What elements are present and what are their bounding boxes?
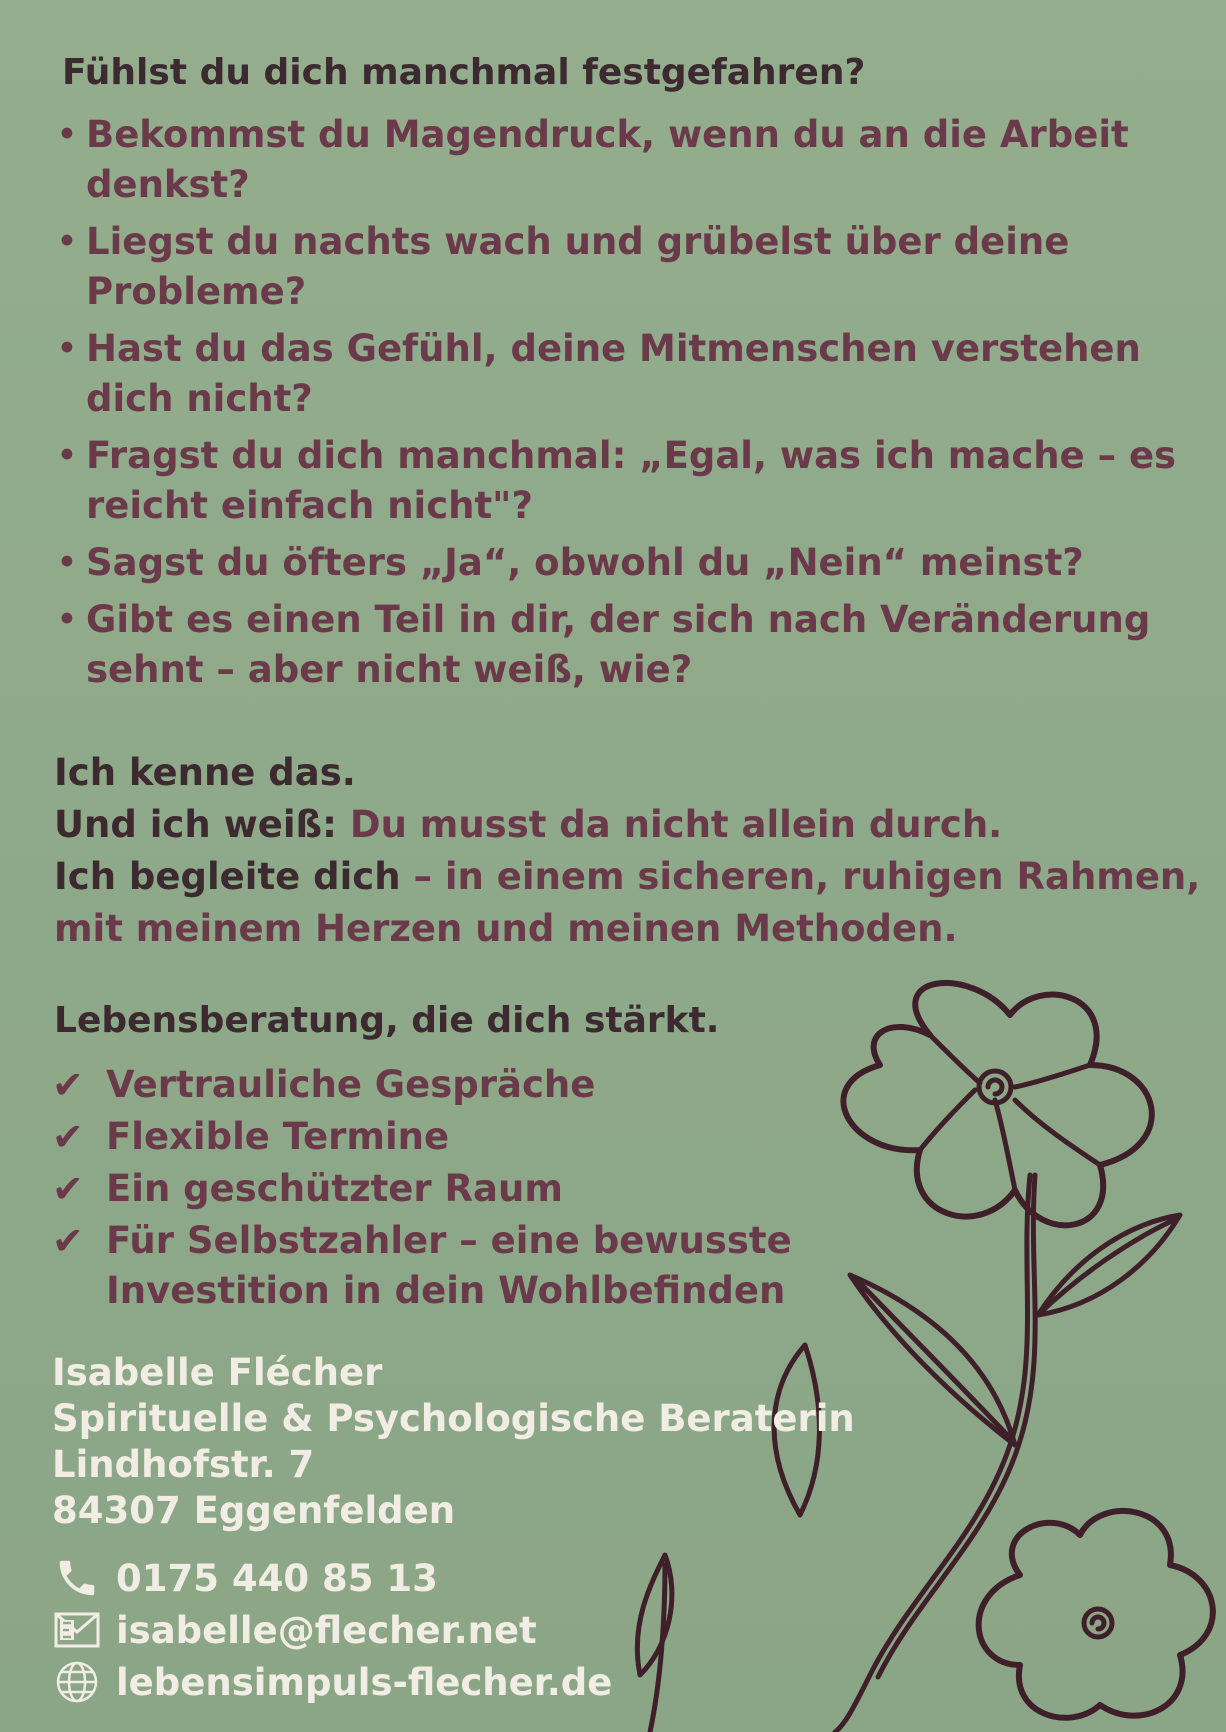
benefit-text: Für Selbstzahler – eine bewusste Investition in dein Wohlbefinden [106, 1219, 792, 1312]
intro-line-1: Ich kenne das. [54, 751, 356, 794]
intro-line-3-rest: – in einem sicheren, ruhigen Rahmen, mit meinem Herzen und meinen Methoden. [54, 855, 1201, 950]
question-text: Hast du das Gefühl, deine Mitmenschen verstehen dich nicht? [86, 327, 1141, 420]
checkmark-icon: ✔ [52, 1115, 84, 1159]
contact-links [52, 1552, 612, 1708]
phone-icon [52, 1555, 102, 1601]
question-text: Bekommst du Magendruck, wenn du an die Arbeit denkst? [86, 113, 1129, 206]
list-item [52, 1112, 872, 1162]
bullet-icon: • [56, 113, 78, 156]
email-link[interactable]: isabelle@flecher.net [116, 1608, 537, 1652]
intro-paragraph [54, 747, 1214, 955]
intro-line-3-lead: Ich begleite dich [54, 855, 401, 898]
intro-line-2-rest: Du musst da nicht allein durch. [336, 803, 1003, 846]
list-item [52, 1060, 872, 1110]
question-text: Sagst du öfters „Ja“, obwohl du „Nein“ meinst? [86, 541, 1084, 584]
question-text: Liegst du nachts wach und grübelst über deine Probleme? [86, 220, 1070, 313]
phone-number[interactable]: 0175 440 85 13 [116, 1556, 438, 1600]
web-row[interactable] [52, 1656, 612, 1708]
benefit-text: Flexible Termine [106, 1115, 450, 1158]
benefits-list [52, 1060, 872, 1318]
email-row[interactable] [52, 1604, 612, 1656]
list-item [56, 324, 1206, 424]
email-icon [52, 1607, 102, 1653]
benefit-text: Ein geschützter Raum [106, 1167, 563, 1210]
page-title: Fühlst du dich manchmal festgefahren? [62, 52, 866, 93]
questions-list [56, 110, 1206, 702]
globe-icon [52, 1659, 102, 1705]
intro-line-2 [54, 799, 1214, 851]
benefit-text: Vertrauliche Gespräche [106, 1063, 596, 1106]
list-item [52, 1216, 872, 1316]
list-item [56, 595, 1206, 695]
contact-city: 84307 Eggenfelden [52, 1489, 456, 1532]
checkmark-icon: ✔ [52, 1063, 84, 1107]
list-item [56, 431, 1206, 531]
bullet-icon: • [56, 541, 78, 584]
list-item [56, 217, 1206, 317]
bullet-icon: • [56, 220, 78, 263]
question-text: Fragst du dich manchmal: „Egal, was ich mache – es reicht einfach nicht"? [86, 434, 1177, 527]
contact-street: Lindhofstr. 7 [52, 1443, 315, 1486]
contact-address [52, 1350, 855, 1534]
intro-line-3 [54, 851, 1214, 955]
phone-row[interactable] [52, 1552, 612, 1604]
subheading: Lebensberatung, die dich stärkt. [54, 1000, 720, 1041]
list-item [56, 538, 1206, 588]
bullet-icon: • [56, 598, 78, 641]
intro-line-2-lead: Und ich weiß: [54, 803, 337, 846]
bullet-icon: • [56, 327, 78, 370]
list-item [56, 110, 1206, 210]
contact-title: Spirituelle & Psychologische Beraterin [52, 1397, 855, 1440]
contact-name: Isabelle Flécher [52, 1351, 383, 1394]
list-item [52, 1164, 872, 1214]
checkmark-icon: ✔ [52, 1167, 84, 1211]
question-text: Gibt es einen Teil in dir, der sich nach Veränderung sehnt – aber nicht weiß, wie? [86, 598, 1151, 691]
checkmark-icon: ✔ [52, 1219, 84, 1263]
website-link[interactable]: lebensimpuls-flecher.de [116, 1660, 613, 1704]
bullet-icon: • [56, 434, 78, 477]
